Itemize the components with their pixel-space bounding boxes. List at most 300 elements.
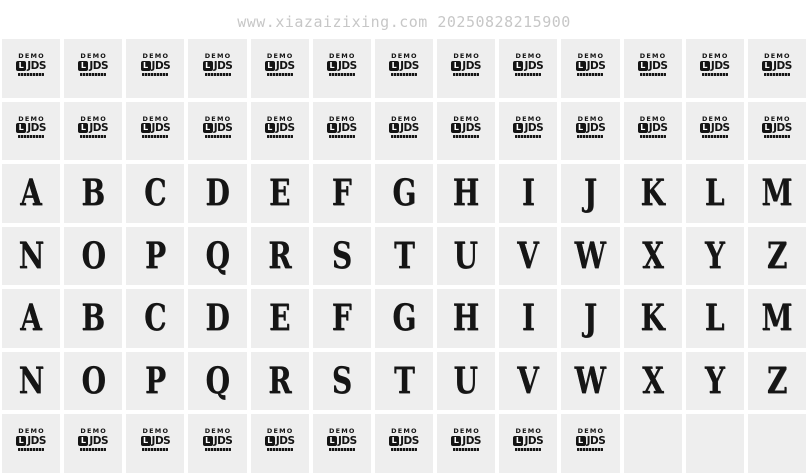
demo-logo-boxed-letter: L (203, 61, 213, 71)
letter-glyph: O (80, 234, 106, 277)
glyph-cell-demo-logo (624, 39, 682, 98)
glyph-cell-empty (624, 414, 682, 473)
demo-logo-boxed-letter: L (78, 123, 88, 133)
demo-logo-microtext-bar (18, 73, 44, 76)
letter-glyph: G (391, 172, 416, 215)
demo-logo-jds-text: JDS (275, 122, 295, 134)
demo-logo-demo-text: DEMO (515, 52, 543, 60)
demo-logo-demo-text: DEMO (266, 52, 294, 60)
demo-logo-microtext-bar (391, 135, 417, 138)
glyph-cell-letter-l (686, 164, 744, 223)
letter-glyph: G (391, 297, 416, 340)
demo-logo (389, 428, 419, 451)
glyph-cell-letter-o (64, 227, 122, 286)
demo-logo (576, 116, 606, 139)
letter-glyph: P (144, 234, 166, 277)
demo-logo-microtext-bar (142, 135, 168, 138)
demo-logo-jds-text: JDS (586, 59, 606, 72)
demo-logo-demo-text: DEMO (204, 52, 232, 60)
demo-logo-microtext-bar (205, 135, 231, 138)
glyph-cell-letter-m (748, 289, 806, 348)
demo-logo (78, 53, 108, 76)
demo-logo-jds-text: JDS (400, 122, 419, 134)
demo-logo-microtext-bar (391, 448, 417, 451)
letter-glyph: Q (205, 234, 230, 277)
letter-glyph: M (761, 297, 793, 340)
demo-logo-demo-text: DEMO (18, 52, 45, 60)
demo-logo-boxed-letter: L (762, 61, 772, 71)
glyph-cell-demo-logo (561, 414, 619, 473)
demo-logo-microtext-bar (577, 135, 603, 138)
demo-logo-ljds-mark (265, 123, 295, 134)
demo-logo-microtext-bar (640, 73, 666, 76)
demo-logo-ljds-mark (638, 61, 668, 72)
letter-glyph: C (144, 297, 167, 340)
demo-logo-boxed-letter: L (265, 61, 275, 71)
glyph-cell-demo-logo (251, 39, 309, 98)
glyph-cell-demo-logo (313, 102, 371, 161)
demo-logo-boxed-letter: L (700, 123, 710, 133)
glyph-cell-letter-q (188, 227, 246, 286)
demo-logo-jds-text: JDS (462, 59, 481, 72)
demo-logo-boxed-letter: L (576, 61, 586, 71)
demo-logo-ljds-mark (638, 123, 668, 134)
demo-logo-microtext-bar (702, 135, 728, 138)
glyph-cell-letter-y (686, 227, 744, 286)
demo-logo-ljds-mark (141, 61, 171, 72)
demo-logo-boxed-letter: L (141, 61, 151, 71)
demo-logo-jds-text: JDS (27, 434, 46, 447)
demo-logo-ljds-mark (762, 123, 792, 134)
glyph-cell-demo-logo (437, 414, 495, 473)
glyph-cell-letter-k (624, 289, 682, 348)
demo-logo-microtext-bar (577, 448, 603, 451)
glyph-cell-demo-logo (188, 39, 246, 98)
letter-glyph: Z (766, 359, 788, 402)
demo-logo (203, 116, 233, 139)
demo-logo-demo-text: DEMO (453, 52, 480, 60)
demo-logo-jds-text: JDS (524, 122, 544, 134)
demo-logo-boxed-letter: L (203, 436, 213, 446)
demo-logo-ljds-mark (141, 436, 171, 447)
demo-logo-boxed-letter: L (141, 123, 151, 133)
demo-logo (141, 116, 171, 139)
demo-logo-boxed-letter: L (762, 123, 772, 133)
demo-logo-jds-text: JDS (151, 59, 171, 72)
glyph-cell-demo-logo (499, 102, 557, 161)
demo-logo-ljds-mark (389, 61, 419, 72)
demo-logo-jds-text: JDS (462, 122, 481, 134)
letter-glyph: Q (205, 359, 230, 402)
demo-logo (389, 53, 419, 76)
demo-logo-ljds-mark (576, 61, 606, 72)
demo-logo-microtext-bar (640, 135, 666, 138)
letter-glyph: B (81, 297, 106, 340)
glyph-cell-demo-logo (686, 102, 744, 161)
glyph-cell-demo-logo (375, 39, 433, 98)
demo-logo-ljds-mark (700, 123, 730, 134)
demo-logo (16, 53, 46, 76)
letter-glyph: V (517, 359, 540, 402)
glyph-cell-letter-w (561, 227, 619, 286)
glyph-cell-demo-logo (375, 102, 433, 161)
glyph-cell-letter-t (375, 352, 433, 411)
demo-logo-ljds-mark (203, 436, 233, 447)
demo-logo-microtext-bar (205, 448, 231, 451)
letter-glyph: S (331, 359, 352, 402)
demo-logo-jds-text: JDS (89, 122, 109, 134)
glyph-cell-letter-q (188, 352, 246, 411)
glyph-cell-letter-j (561, 164, 619, 223)
letter-glyph: K (640, 297, 665, 340)
demo-logo-boxed-letter: L (327, 123, 337, 133)
glyph-cell-letter-t (375, 227, 433, 286)
demo-logo-boxed-letter: L (389, 123, 399, 133)
letter-glyph: B (81, 172, 106, 215)
glyph-cell-demo-logo (64, 102, 122, 161)
demo-logo (327, 428, 357, 451)
letter-glyph: R (268, 359, 292, 402)
demo-logo-microtext-bar (80, 73, 106, 76)
demo-logo-boxed-letter: L (78, 61, 88, 71)
letter-glyph: U (453, 359, 479, 402)
letter-glyph: F (331, 172, 352, 215)
demo-logo-boxed-letter: L (513, 123, 523, 133)
demo-logo-demo-text: DEMO (80, 52, 108, 60)
demo-logo-ljds-mark (451, 61, 481, 72)
glyph-cell-letter-b (64, 289, 122, 348)
letter-glyph: A (20, 297, 42, 340)
demo-logo-boxed-letter: L (451, 436, 461, 446)
glyph-cell-letter-d (188, 164, 246, 223)
demo-logo-demo-text: DEMO (701, 52, 729, 60)
demo-logo-demo-text: DEMO (329, 427, 356, 435)
letter-glyph: N (18, 234, 44, 277)
demo-logo-demo-text: DEMO (453, 114, 480, 123)
demo-logo-demo-text: DEMO (701, 114, 729, 123)
glyph-cell-letter-s (313, 227, 371, 286)
glyph-cell-letter-h (437, 164, 495, 223)
demo-logo-ljds-mark (78, 61, 108, 72)
letter-glyph: U (453, 234, 479, 277)
demo-logo-ljds-mark (762, 61, 792, 72)
demo-logo-microtext-bar (329, 73, 355, 76)
glyph-cell-letter-w (561, 352, 619, 411)
letter-glyph: I (521, 297, 535, 340)
letter-glyph: W (574, 359, 607, 402)
demo-logo-demo-text: DEMO (329, 114, 356, 123)
demo-logo-microtext-bar (391, 73, 417, 76)
demo-logo (78, 116, 108, 139)
demo-logo (451, 116, 481, 139)
demo-logo-boxed-letter: L (203, 123, 213, 133)
demo-logo-jds-text: JDS (710, 122, 730, 134)
demo-logo (203, 53, 233, 76)
demo-logo-demo-text: DEMO (329, 52, 356, 60)
letter-glyph: D (205, 172, 230, 215)
demo-logo-boxed-letter: L (389, 61, 399, 71)
demo-logo-jds-text: JDS (275, 59, 295, 72)
glyph-cell-letter-c (126, 289, 184, 348)
demo-logo-ljds-mark (141, 123, 171, 134)
glyph-cell-letter-n (2, 352, 60, 411)
glyph-cell-letter-g (375, 164, 433, 223)
demo-logo-boxed-letter: L (16, 436, 26, 446)
demo-logo-microtext-bar (577, 73, 603, 76)
demo-logo (576, 53, 606, 76)
demo-logo-microtext-bar (515, 73, 541, 76)
demo-logo (78, 428, 108, 451)
glyph-cell-demo-logo (2, 39, 60, 98)
demo-logo-ljds-mark (451, 436, 481, 447)
demo-logo-ljds-mark (16, 123, 46, 134)
letter-glyph: L (704, 172, 725, 215)
demo-logo (265, 428, 295, 451)
demo-logo (451, 428, 481, 451)
demo-logo-demo-text: DEMO (639, 114, 667, 123)
demo-logo-jds-text: JDS (710, 59, 730, 72)
demo-logo-jds-text: JDS (773, 122, 792, 134)
demo-logo-ljds-mark (513, 436, 543, 447)
demo-logo-microtext-bar (329, 135, 355, 138)
glyph-cell-letter-l (686, 289, 744, 348)
letter-glyph: H (452, 172, 480, 215)
demo-logo-microtext-bar (453, 135, 479, 138)
letter-glyph: D (205, 297, 230, 340)
glyph-cell-letter-u (437, 352, 495, 411)
demo-logo-boxed-letter: L (576, 436, 586, 446)
demo-logo-jds-text: JDS (89, 434, 109, 447)
demo-logo-boxed-letter: L (451, 123, 461, 133)
glyph-cell-demo-logo (561, 102, 619, 161)
glyph-cell-demo-logo (437, 102, 495, 161)
demo-logo-microtext-bar (515, 135, 541, 138)
demo-logo-ljds-mark (327, 123, 357, 134)
glyph-cell-letter-h (437, 289, 495, 348)
demo-logo-demo-text: DEMO (80, 114, 108, 123)
letter-glyph: O (80, 359, 106, 402)
demo-logo (513, 428, 543, 451)
demo-logo (16, 428, 46, 451)
demo-logo-ljds-mark (78, 123, 108, 134)
glyph-cell-letter-f (313, 164, 371, 223)
watermark-text: www.xiazaizixing.com 20250828215900 (237, 13, 571, 31)
demo-logo-jds-text: JDS (400, 59, 419, 72)
demo-logo-microtext-bar (80, 448, 106, 451)
demo-logo-ljds-mark (327, 436, 357, 447)
demo-logo-microtext-bar (267, 73, 293, 76)
demo-logo-microtext-bar (80, 135, 106, 138)
demo-logo-jds-text: JDS (338, 434, 357, 447)
glyph-cell-demo-logo (2, 102, 60, 161)
letter-glyph: H (452, 297, 480, 340)
glyph-cell-letter-p (126, 352, 184, 411)
demo-logo-ljds-mark (513, 61, 543, 72)
glyph-cell-demo-logo (499, 414, 557, 473)
demo-logo-boxed-letter: L (265, 123, 275, 133)
letter-glyph: F (331, 297, 352, 340)
glyph-cell-letter-e (251, 289, 309, 348)
demo-logo-ljds-mark (16, 436, 46, 447)
demo-logo-demo-text: DEMO (142, 427, 170, 435)
letter-glyph: W (574, 234, 607, 277)
letter-glyph: X (641, 359, 664, 402)
demo-logo-ljds-mark (576, 123, 606, 134)
glyph-cell-letter-v (499, 352, 557, 411)
glyph-cell-letter-a (2, 164, 60, 223)
demo-logo-ljds-mark (327, 61, 357, 72)
glyph-cell-demo-logo (126, 414, 184, 473)
demo-logo-jds-text: JDS (648, 59, 668, 72)
letter-glyph: P (144, 359, 166, 402)
demo-logo-boxed-letter: L (638, 123, 648, 133)
demo-logo-ljds-mark (265, 436, 295, 447)
glyph-cell-demo-logo (686, 39, 744, 98)
demo-logo-demo-text: DEMO (266, 427, 294, 435)
letter-glyph: E (268, 172, 291, 215)
letter-glyph: L (704, 297, 725, 340)
demo-logo-jds-text: JDS (338, 59, 357, 72)
demo-logo-ljds-mark (389, 123, 419, 134)
glyph-cell-letter-i (499, 289, 557, 348)
letter-glyph: A (20, 172, 42, 215)
demo-logo-microtext-bar (18, 135, 44, 138)
glyph-cell-demo-logo (64, 39, 122, 98)
glyph-cell-demo-logo (499, 39, 557, 98)
glyph-cell-letter-j (561, 289, 619, 348)
letter-glyph: N (18, 359, 44, 402)
demo-logo-jds-text: JDS (27, 59, 46, 72)
glyph-cell-demo-logo (2, 414, 60, 473)
glyph-cell-demo-logo (188, 102, 246, 161)
demo-logo-demo-text: DEMO (142, 52, 170, 60)
letter-glyph: K (640, 172, 665, 215)
demo-logo (638, 53, 668, 76)
demo-logo (389, 116, 419, 139)
letter-glyph: X (641, 234, 664, 277)
letter-glyph: Z (766, 234, 788, 277)
demo-logo-demo-text: DEMO (639, 52, 667, 60)
demo-logo-jds-text: JDS (213, 434, 233, 447)
demo-logo-jds-text: JDS (151, 434, 171, 447)
glyph-grid (2, 39, 806, 473)
demo-logo-jds-text: JDS (462, 434, 481, 447)
demo-logo-microtext-bar (764, 135, 790, 138)
glyph-cell-letter-n (2, 227, 60, 286)
demo-logo-boxed-letter: L (576, 123, 586, 133)
letter-glyph: S (331, 234, 352, 277)
demo-logo-ljds-mark (451, 123, 481, 134)
glyph-cell-letter-r (251, 352, 309, 411)
glyph-cell-demo-logo (126, 39, 184, 98)
demo-logo-boxed-letter: L (327, 436, 337, 446)
demo-logo-boxed-letter: L (451, 61, 461, 71)
glyph-cell-demo-logo (375, 414, 433, 473)
demo-logo-jds-text: JDS (27, 122, 46, 134)
demo-logo-jds-text: JDS (524, 434, 544, 447)
demo-logo-boxed-letter: L (265, 436, 275, 446)
glyph-cell-demo-logo (624, 102, 682, 161)
glyph-cell-letter-d (188, 289, 246, 348)
demo-logo (700, 116, 730, 139)
demo-logo (451, 53, 481, 76)
letter-glyph: Y (704, 359, 725, 402)
demo-logo-jds-text: JDS (213, 59, 233, 72)
glyph-cell-letter-s (313, 352, 371, 411)
demo-logo-microtext-bar (267, 448, 293, 451)
glyph-cell-letter-f (313, 289, 371, 348)
demo-logo-microtext-bar (267, 135, 293, 138)
demo-logo-demo-text: DEMO (80, 427, 108, 435)
demo-logo-microtext-bar (18, 448, 44, 451)
demo-logo-demo-text: DEMO (391, 114, 418, 123)
letter-glyph: M (761, 172, 793, 215)
letter-glyph: T (393, 359, 415, 402)
demo-logo-microtext-bar (142, 448, 168, 451)
glyph-cell-letter-v (499, 227, 557, 286)
demo-logo-demo-text: DEMO (204, 114, 232, 123)
demo-logo-jds-text: JDS (773, 59, 792, 72)
glyph-cell-letter-r (251, 227, 309, 286)
demo-logo-boxed-letter: L (16, 123, 26, 133)
demo-logo-ljds-mark (576, 436, 606, 447)
glyph-cell-demo-logo (748, 39, 806, 98)
demo-logo-ljds-mark (513, 123, 543, 134)
demo-logo-boxed-letter: L (700, 61, 710, 71)
demo-logo-jds-text: JDS (213, 122, 233, 134)
demo-logo (16, 116, 46, 139)
glyph-cell-letter-y (686, 352, 744, 411)
demo-logo-microtext-bar (142, 73, 168, 76)
glyph-cell-demo-logo (251, 102, 309, 161)
demo-logo-demo-text: DEMO (515, 114, 543, 123)
demo-logo (700, 53, 730, 76)
glyph-cell-demo-logo (748, 102, 806, 161)
demo-logo (513, 53, 543, 76)
demo-logo-boxed-letter: L (78, 436, 88, 446)
demo-logo-ljds-mark (203, 123, 233, 134)
demo-logo (762, 116, 792, 139)
glyph-cell-demo-logo (437, 39, 495, 98)
demo-logo-demo-text: DEMO (391, 427, 418, 435)
glyph-cell-letter-z (748, 227, 806, 286)
demo-logo-demo-text: DEMO (18, 114, 45, 123)
demo-logo-boxed-letter: L (513, 436, 523, 446)
letter-glyph: T (393, 234, 415, 277)
demo-logo (327, 116, 357, 139)
demo-logo-microtext-bar (702, 73, 728, 76)
demo-logo-demo-text: DEMO (764, 114, 791, 123)
demo-logo (141, 53, 171, 76)
demo-logo (265, 53, 295, 76)
letter-glyph: J (583, 172, 598, 215)
demo-logo-ljds-mark (78, 436, 108, 447)
glyph-cell-letter-x (624, 227, 682, 286)
glyph-cell-empty (748, 414, 806, 473)
letter-glyph: E (268, 297, 291, 340)
letter-glyph: J (583, 297, 598, 340)
demo-logo-microtext-bar (329, 448, 355, 451)
demo-logo-boxed-letter: L (16, 61, 26, 71)
demo-logo-jds-text: JDS (89, 59, 109, 72)
glyph-cell-demo-logo (561, 39, 619, 98)
letter-glyph: V (517, 234, 540, 277)
demo-logo-demo-text: DEMO (577, 427, 605, 435)
demo-logo-demo-text: DEMO (453, 427, 480, 435)
demo-logo-microtext-bar (764, 73, 790, 76)
demo-logo-jds-text: JDS (586, 434, 606, 447)
glyph-cell-letter-x (624, 352, 682, 411)
